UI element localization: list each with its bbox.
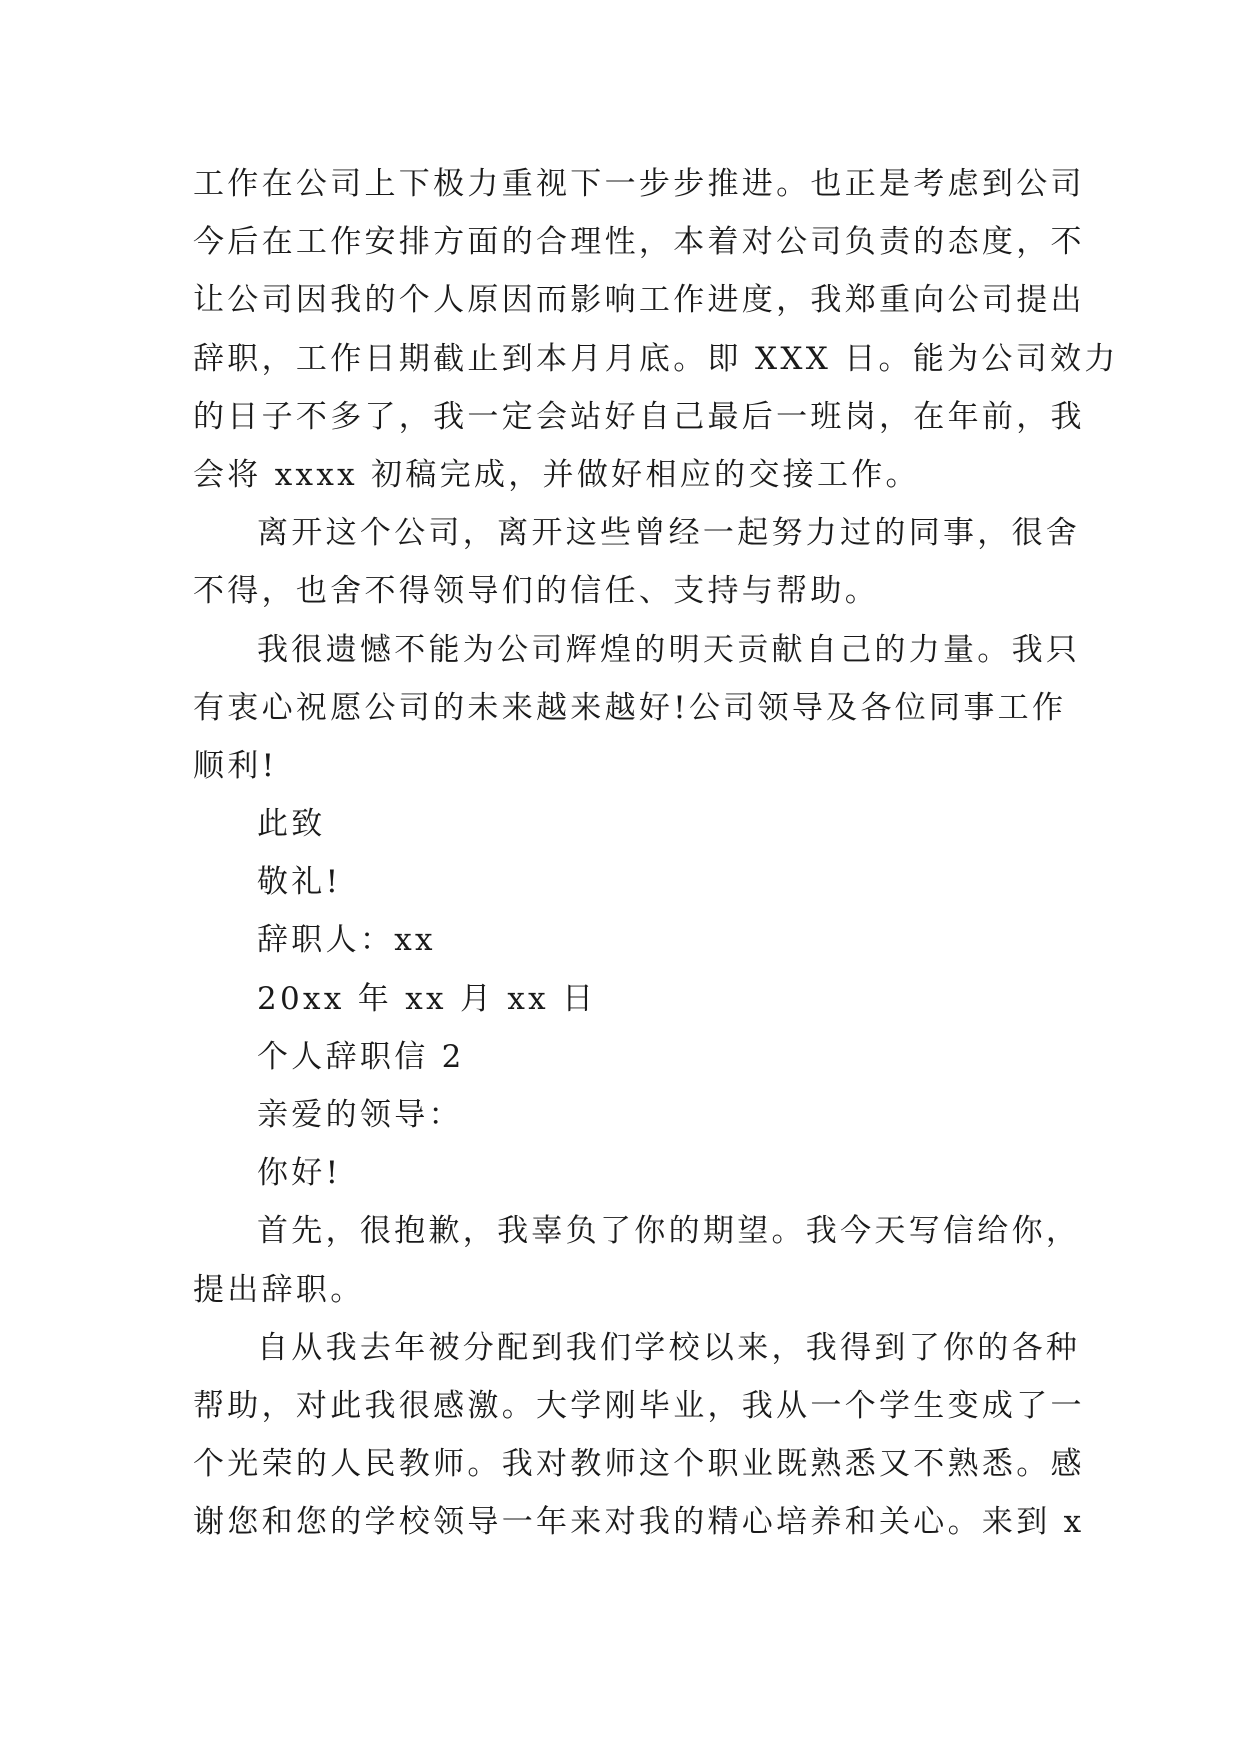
paragraph-start-line: 自从我去年被分配到我们学校以来，我得到了你的各种 — [257, 1329, 1081, 1366]
text-line: 辞职，工作日期截止到本月月底。即 XXX 日。能为公司效力 — [193, 340, 1119, 377]
text-line: 今后在工作安排方面的合理性，本着对公司负责的态度，不 — [193, 224, 1085, 261]
date-line: 20xx 年 xx 月 xx 日 — [257, 980, 597, 1017]
text-line: 的日子不多了，我一定会站好自己最后一班岗，在年前，我 — [193, 398, 1085, 435]
text-line: 个光荣的人民教师。我对教师这个职业既熟悉又不熟悉。感 — [193, 1446, 1085, 1483]
text-line: 谢您和您的学校领导一年来对我的精心培养和关心。来到 x — [193, 1504, 1085, 1541]
text-line: 顺利! — [193, 747, 278, 784]
section-heading: 个人辞职信 2 — [257, 1038, 465, 1075]
text-line: 会将 xxxx 初稿完成，并做好相应的交接工作。 — [193, 456, 920, 493]
text-line: 让公司因我的个人原因而影响工作进度，我郑重向公司提出 — [193, 282, 1085, 319]
greeting-line: 亲爱的领导： — [257, 1097, 463, 1133]
document-body — [193, 155, 1119, 1552]
text-line: 帮助，对此我很感激。大学刚毕业，我从一个学生变成了一 — [193, 1387, 1085, 1424]
signature-line: 辞职人：xx — [257, 922, 436, 959]
paragraph-start-line: 我很遗憾不能为公司辉煌的明天贡献自己的力量。我只 — [257, 631, 1081, 668]
paragraph-start-line: 首先，很抱歉，我辜负了你的期望。我今天写信给你， — [257, 1213, 1081, 1250]
paragraph-start-line: 离开这个公司，离开这些曾经一起努力过的同事，很舍 — [257, 515, 1081, 552]
closing-regards: 敬礼! — [257, 864, 342, 901]
text-line: 工作在公司上下极力重视下一步步推进。也正是考虑到公司 — [193, 166, 1085, 202]
text-line: 不得，也舍不得领导们的信任、支持与帮助。 — [193, 573, 879, 610]
greeting-line: 你好! — [257, 1155, 342, 1192]
text-line: 提出辞职。 — [193, 1271, 365, 1308]
closing-salutation: 此致 — [257, 806, 326, 843]
text-line: 有衷心祝愿公司的未来越来越好!公司领导及各位同事工作 — [193, 689, 1067, 726]
